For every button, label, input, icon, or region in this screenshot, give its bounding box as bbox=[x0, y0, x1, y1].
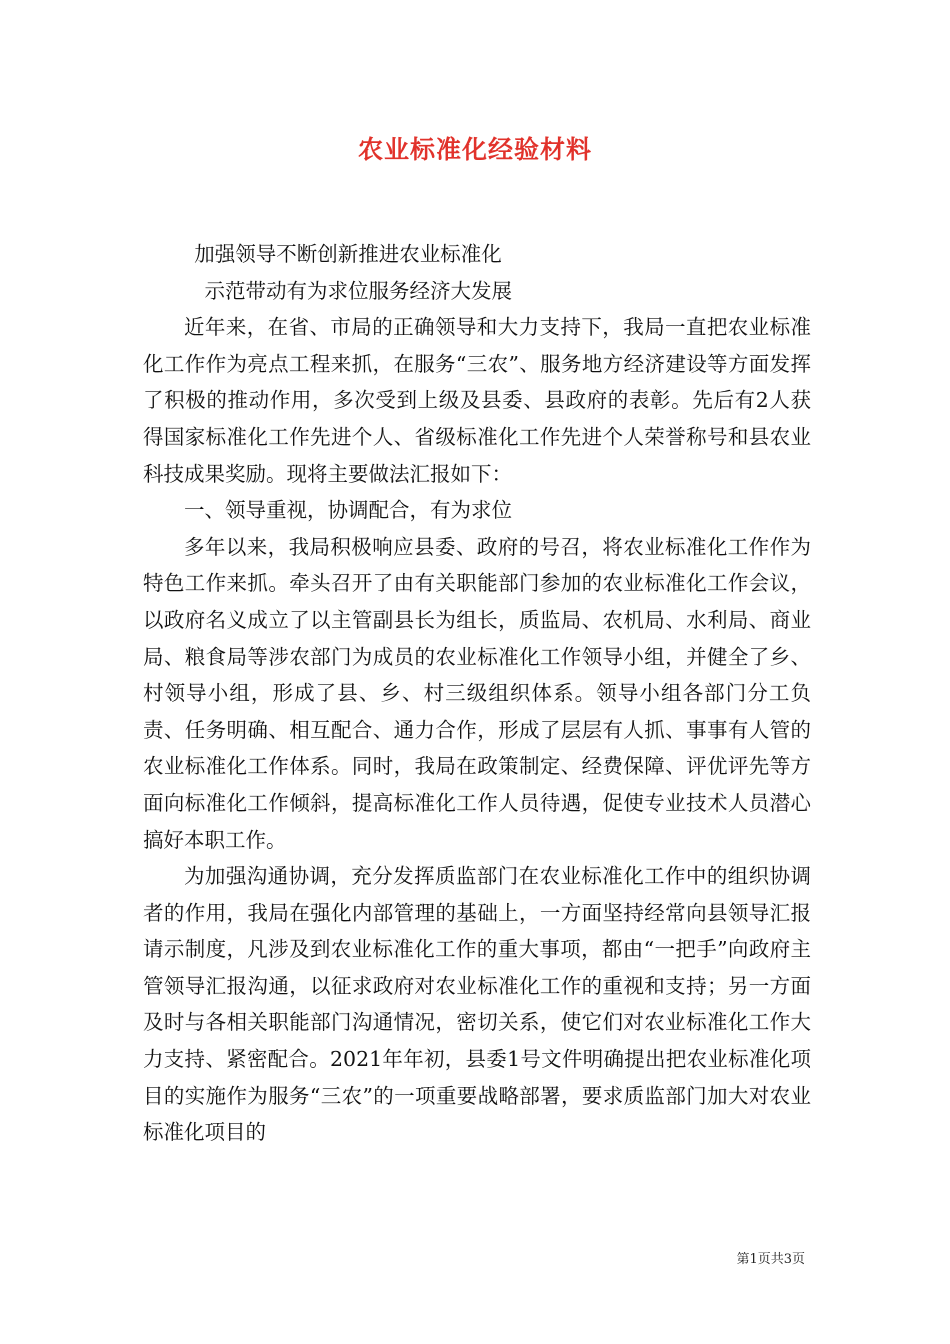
document-title: 农业标准化经验材料 bbox=[357, 135, 592, 164]
paragraph-heading-1: 加强领导不断创新推进农业标准化 bbox=[194, 242, 502, 266]
section-heading: 一、领导重视，协调配合，有为求位 bbox=[184, 498, 512, 523]
page-number: 第1页共3页 bbox=[736, 1252, 805, 1267]
paragraph-heading-2: 示范带动有为求位服务经济大发展 bbox=[204, 278, 512, 303]
paragraph: 多年以来，我局积极响应县委、政府的号召，将农业标准化工作作为特色工作来抓。牵头召开了由有关职能部门参加的农业标准化工作会议，以政府名义成立了以主管副县长为组长，质监局、农机局、水利局、商业局、粮食局等涉农部门为成员的农业标准化工作领导小组，并健全了乡、村领导小组，形成了县、乡、村三级组织体系。领导小组各部门分工负责、任务明确、相互配合、通力合作，形成了层层有人抓、事事有人管的农业标准化工作体系。同时，我局在政策制定、经费保障、评优评先等方面向标准化工作倾斜，提高标准化工作人员待遇，促使专业技术人员潜心搞好本职工作。 bbox=[143, 534, 811, 852]
paragraph: 为加强沟通协调，充分发挥质监部门在农业标准化工作中的组织协调者的作用，我局在强化内部管理的基础上，一方面坚持经常向县领导汇报请示制度，凡涉及到农业标准化工作的重大事项，都由“一把手”向政府主管领导汇报沟通，以征求政府对农业标准化工作的重视和支持；另一方面及时与各相关职能部门沟通情况，密切关系，使它们对农业标准化工作大力支持、紧密配合。2021年年初，县委1号文件明确提出把农业标准化项目的实施作为服务“三农”的一项重要战略部署，要求质监部门加大对农业标准化项目的 bbox=[143, 864, 811, 1145]
paragraph: 近年来，在省、市局的正确领导和大力支持下，我局一直把农业标准化工作作为亮点工程来抓，在服务“三农”、服务地方经济建设等方面发挥了积极的推动作用，多次受到上级及县委、县政府的表彰。先后有2人获得国家标准化工作先进个人、省级标准化工作先进个人荣誉称号和县农业科技成果奖励。现将主要做法汇报如下： bbox=[143, 315, 811, 486]
document-body bbox=[143, 236, 811, 1151]
